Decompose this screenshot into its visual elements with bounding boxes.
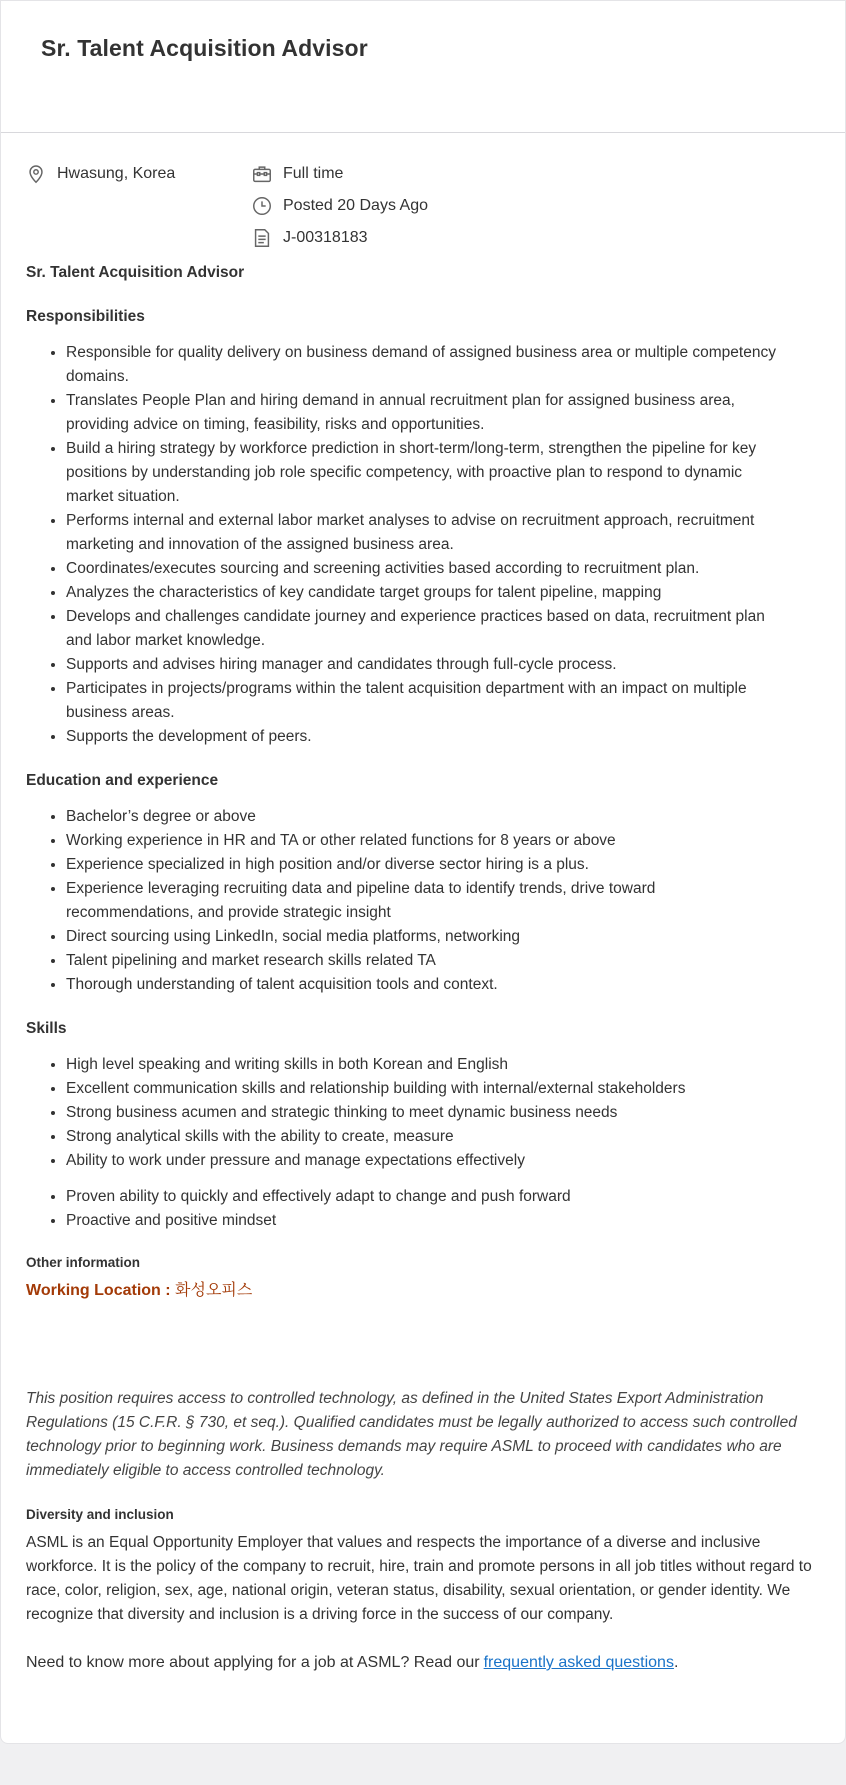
list-item: • Proven ability to quickly and effectively adapt to change and push forward: [66, 1185, 780, 1209]
list-item: • Supports the development of peers.: [66, 725, 780, 749]
working-location: [26, 1279, 820, 1303]
list-item: • Supports and advises hiring manager and candidates through full-cycle process.: [66, 653, 780, 677]
list-item: • Analyzes the characteristics of key candidate target groups for talent pipeline, mapping: [66, 581, 780, 605]
responsibilities-list: [26, 341, 780, 749]
meta-job-id: [251, 227, 368, 249]
meta-posted: [251, 195, 428, 217]
list-item: • Responsible for quality delivery on business demand of assigned business area or multiple competency domains.: [66, 341, 780, 389]
skills-list-extra: [26, 1185, 780, 1233]
list-item: • Strong business acumen and strategic thinking to meet dynamic business needs: [66, 1101, 780, 1125]
meta-location-text: Hwasung, Korea: [57, 165, 176, 182]
export-notice: This position requires access to controlled technology, as defined in the United States Export Administration Regulations (15 C.F.R. § 730, et seq.). Qualified candidates must be legally authorized to access such controlled technology prior to beginning work. Business demands may require ASML to proceed with candidates who are immediately eligible to access controlled technology.: [26, 1390, 797, 1479]
list-item: • Ability to work under pressure and manage expectations effectively: [66, 1149, 780, 1173]
description-subtitle: Sr. Talent Acquisition Advisor: [26, 264, 245, 281]
list-item: • Develops and challenges candidate journey and experience practices based on data, recruitment plan and labor market knowledge.: [66, 605, 780, 653]
list-item: • Talent pipelining and market research skills related TA: [66, 949, 780, 973]
faq-prefix: Need to know more about applying for a job at ASML? Read our: [26, 1654, 480, 1671]
education-heading: Education and experience: [26, 772, 219, 789]
working-location-label: Working Location :: [26, 1282, 176, 1299]
list-item: • Experience leveraging recruiting data and pipeline data to identify trends, drive toward recommendations, and provide strategic insight: [66, 877, 780, 925]
faq-line: [26, 1651, 820, 1675]
diversity-heading: Diversity and inclusion: [26, 1507, 174, 1522]
clock-icon: [251, 195, 273, 217]
page-title: Sr. Talent Acquisition Advisor: [41, 35, 368, 61]
job-description: [1, 261, 845, 1675]
meta-job-id-text: J-00318183: [283, 229, 368, 246]
diversity-text: ASML is an Equal Opportunity Employer that values and respects the importance of a diverse and inclusive workforce. It is the policy of the company to recruit, hire, train and promote persons in all job titles without regard to race, color, religion, sex, age, national origin, veteran status, disability, sexual orientation, or gender identity. We recognize that diversity and inclusion is a driving force in the success of our company.: [26, 1534, 812, 1623]
list-item: • Strong analytical skills with the ability to create, measure: [66, 1125, 780, 1149]
job-meta: [1, 133, 845, 261]
list-item: • Proactive and positive mindset: [66, 1209, 780, 1233]
document-icon: [251, 227, 273, 249]
faq-link[interactable]: frequently asked questions: [483, 1654, 674, 1671]
list-item: • Build a hiring strategy by workforce prediction in short-term/long-term, strengthen the pipeline for key positions by understanding job role specific competency, with proactive plan to respond to dynamic market situation.: [66, 437, 780, 509]
skills-heading: Skills: [26, 1020, 67, 1037]
list-item: • High level speaking and writing skills in both Korean and English: [66, 1053, 780, 1077]
list-item: • Coordinates/executes sourcing and screening activities based according to recruitment plan.: [66, 557, 780, 581]
skills-list: [26, 1053, 780, 1173]
list-item: • Working experience in HR and TA or other related functions for 8 years or above: [66, 829, 780, 853]
meta-job-type-text: Full time: [283, 165, 344, 182]
list-item: • Thorough understanding of talent acquisition tools and context.: [66, 973, 780, 997]
responsibilities-heading: Responsibilities: [26, 308, 145, 325]
location-pin-icon: [25, 163, 47, 185]
list-item: • Participates in projects/programs within the talent acquisition department with an impact on multiple business areas.: [66, 677, 780, 725]
working-location-value: 화성오피스: [175, 1282, 253, 1299]
list-item: • Performs internal and external labor market analyses to advise on recruitment approach, recruitment marketing and innovation of the assigned business area.: [66, 509, 780, 557]
meta-posted-text: Posted 20 Days Ago: [283, 197, 428, 214]
list-item: • Direct sourcing using LinkedIn, social media platforms, networking: [66, 925, 780, 949]
list-item: • Excellent communication skills and relationship building with internal/external stakeholders: [66, 1077, 780, 1101]
other-info-heading: Other information: [26, 1255, 140, 1270]
meta-job-type: [251, 163, 343, 185]
briefcase-icon: [251, 163, 273, 185]
list-item: • Bachelor’s degree or above: [66, 805, 780, 829]
list-item: • Translates People Plan and hiring demand in annual recruitment plan for assigned business area, providing advice on timing, feasibility, risks and opportunities.: [66, 389, 780, 437]
job-header: [1, 1, 845, 133]
list-item: • Experience specialized in high position and/or diverse sector hiring is a plus.: [66, 853, 780, 877]
education-list: [26, 805, 780, 997]
faq-suffix: .: [673, 1654, 679, 1671]
meta-location: [25, 163, 175, 185]
